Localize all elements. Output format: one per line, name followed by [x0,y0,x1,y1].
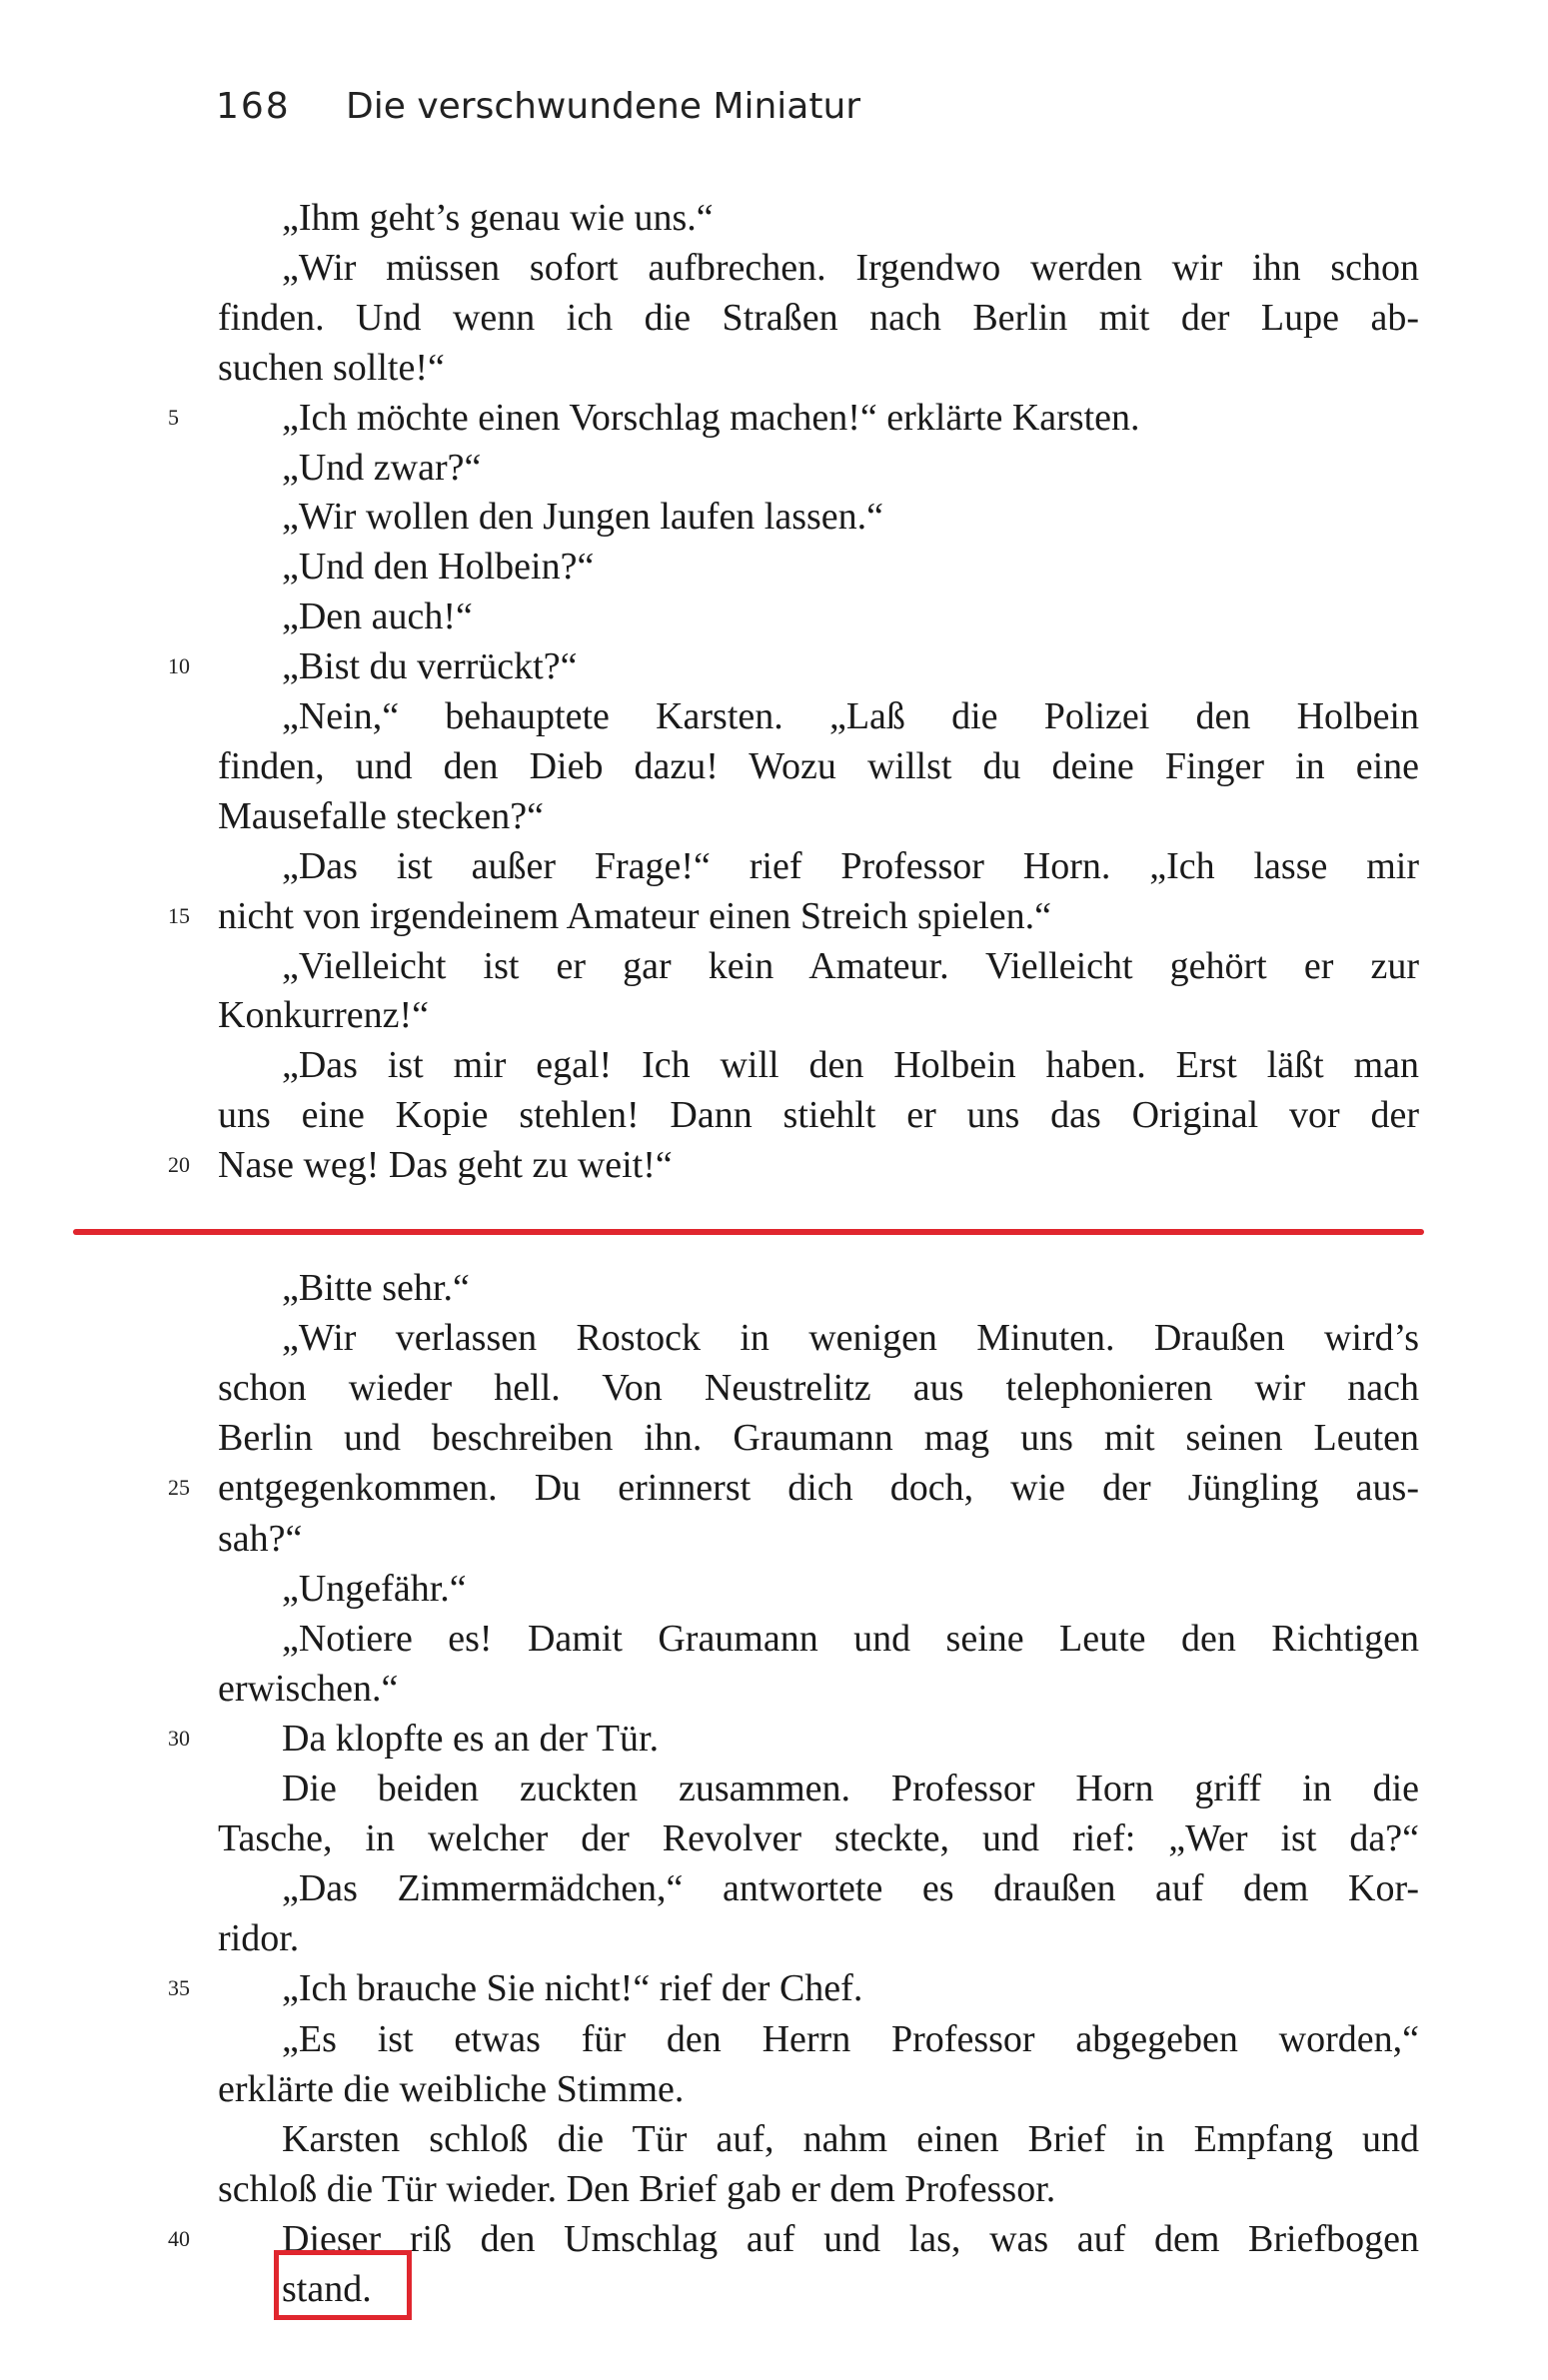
text-line: Berlin und beschreiben ihn. Graumann mag uns mit seinen Leuten [218,1417,1419,1460]
text-line: „Nein,“ behauptete Karsten. „Laß die Polizei den Holbein [282,695,1419,737]
text-line: Konkurrenz!“ [218,994,430,1037]
text-line: „Ihm geht’s genau wie uns.“ [282,197,714,239]
text-line: „Das ist außer Frage!“ rief Professor Horn. „Ich lasse mir [282,844,1419,887]
page-number: 168 [216,85,291,127]
text-line: erklärte die weibliche Stimme. [218,2067,685,2110]
text-line: stand. [282,2268,372,2310]
text-line: sah?“ [218,1517,303,1560]
text-line: „Das ist mir egal! Ich will den Holbein haben. Erst läßt man [282,1044,1419,1087]
text-line: Da klopfte es an der Tür. [282,1717,660,1760]
line-number: 25 [168,1475,190,1501]
text-line: „Wir wollen den Jungen laufen lassen.“ [282,496,884,539]
text-line: „Ich möchte einen Vorschlag machen!“ erklärte Karsten. [282,396,1140,439]
line-number: 10 [168,653,190,679]
text-line: „Bitte sehr.“ [282,1267,470,1309]
line-number: 40 [168,2225,190,2251]
text-line: erwischen.“ [218,1667,399,1710]
running-head [216,82,860,130]
highlight-box [274,2250,412,2320]
text-line: uns eine Kopie stehlen! Dann stiehlt er uns das Original vor der [218,1094,1419,1137]
text-line: Dieser riß den Umschlag auf und las, was auf dem Briefbogen [282,2217,1419,2260]
text-line: „Notiere es! Damit Graumann und seine Leute den Richtigen [282,1617,1419,1660]
line-number: 5 [168,404,179,430]
text-line: entgegenkommen. Du erinnerst dich doch, wie der Jüngling aus- [218,1467,1419,1510]
text-line: finden, und den Dieb dazu! Wozu willst du deine Finger in eine [218,744,1419,787]
text-line: „Ich brauche Sie nicht!“ rief der Chef. [282,1967,863,2010]
text-line: „Das Zimmermädchen,“ antwortete es draußen auf dem Kor- [282,1867,1419,1910]
text-line: „Ungefähr.“ [282,1567,467,1610]
text-line: Tasche, in welcher der Revolver steckte, und rief: „Wer ist da?“ [218,1817,1419,1860]
text-line: „Wir verlassen Rostock in wenigen Minuten. Draußen wird’s [282,1317,1419,1360]
text-line: Mausefalle stecken?“ [218,794,544,837]
line-number: 15 [168,902,190,928]
text-line: nicht von irgendeinem Amateur einen Streich spielen.“ [218,894,1051,937]
text-line: Karsten schloß die Tür auf, nahm einen Brief in Empfang und [282,2117,1419,2160]
text-line: „Und den Holbein?“ [282,546,595,589]
line-number: 30 [168,1725,190,1751]
line-number: 20 [168,1152,190,1178]
red-divider-line [73,1229,1424,1235]
text-line: Die beiden zuckten zusammen. Professor Horn griff in die [282,1768,1419,1809]
text-line: „Den auch!“ [282,595,473,638]
chapter-title: Die verschwundene Miniatur [346,85,861,127]
line-number: 35 [168,1975,190,2001]
text-line: „Und zwar?“ [282,446,482,489]
text-line: „Vielleicht ist er gar kein Amateur. Vielleicht gehört er zur [282,944,1419,987]
text-line: suchen sollte!“ [218,346,445,389]
text-line: schon wieder hell. Von Neustrelitz aus telephonieren wir nach [218,1367,1419,1410]
text-line: „Bist du verrückt?“ [282,645,578,688]
text-line: finden. Und wenn ich die Straßen nach Berlin mit der Lupe ab- [218,296,1419,339]
text-line: „Wir müssen sofort aufbrechen. Irgendwo werden wir ihn schon [282,246,1419,289]
text-line: Nase weg! Das geht zu weit!“ [218,1144,673,1187]
text-line: schloß die Tür wieder. Den Brief gab er dem Professor. [218,2167,1056,2210]
text-line: „Es ist etwas für den Herrn Professor abgegeben worden,“ [282,2017,1419,2060]
text-line: ridor. [218,1917,300,1960]
